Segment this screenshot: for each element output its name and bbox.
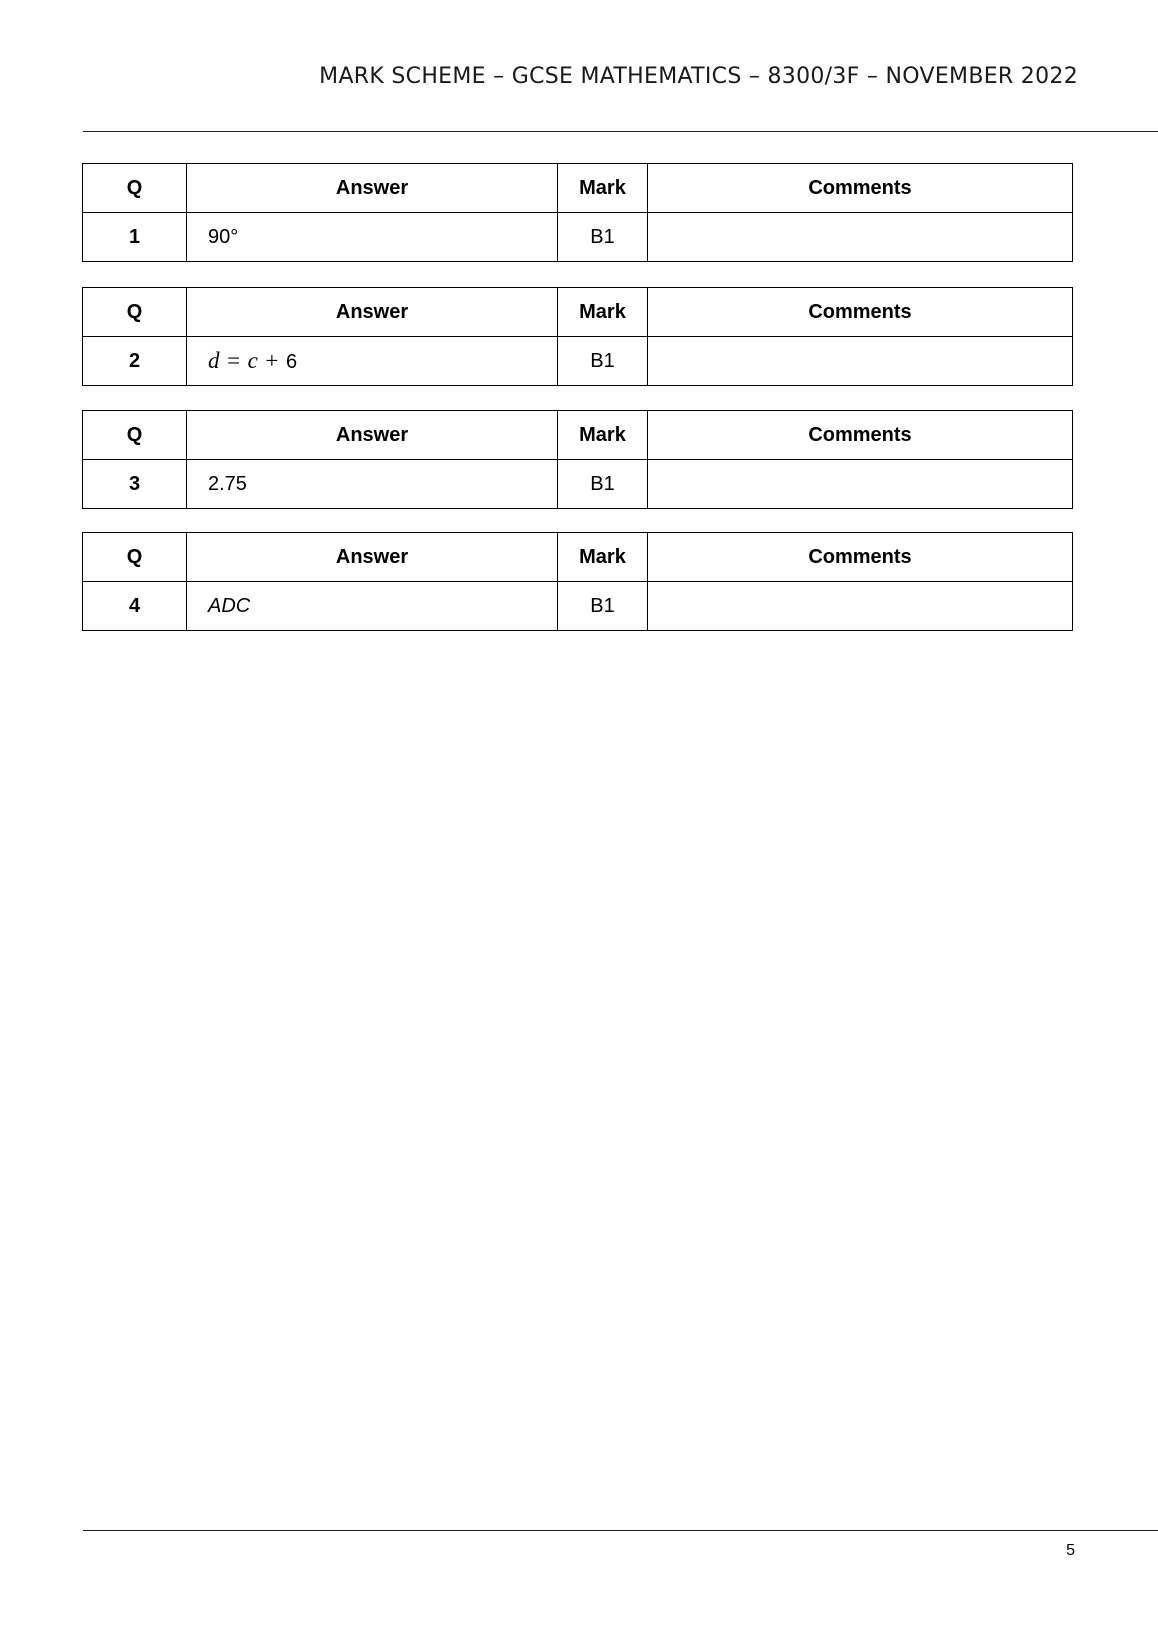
mark-cell: B1 <box>558 337 648 386</box>
table-header-row <box>83 164 1073 213</box>
mark-cell: B1 <box>558 582 648 631</box>
header-q: Q <box>83 533 187 582</box>
question-number: 1 <box>83 213 187 262</box>
header-mark: Mark <box>558 533 648 582</box>
answer-cell <box>187 337 558 386</box>
answer-var-d: d <box>208 348 220 373</box>
table-row <box>83 582 1073 631</box>
header-q: Q <box>83 288 187 337</box>
table-header-row <box>83 288 1073 337</box>
question-number: 2 <box>83 337 187 386</box>
header-comments: Comments <box>648 288 1073 337</box>
header-q: Q <box>83 411 187 460</box>
mark-scheme-table-q3 <box>82 410 1073 509</box>
header-mark: Mark <box>558 411 648 460</box>
mark-cell: B1 <box>558 460 648 509</box>
header-comments: Comments <box>648 164 1073 213</box>
table-header-row <box>83 533 1073 582</box>
header-mark: Mark <box>558 288 648 337</box>
header-comments: Comments <box>648 533 1073 582</box>
answer-plus: + <box>265 348 279 373</box>
answer-constant: 6 <box>285 351 298 373</box>
comments-cell <box>648 460 1073 509</box>
footer-divider <box>83 1530 1158 1531</box>
answer-equals: = <box>227 348 241 373</box>
page-header-title: MARK SCHEME – GCSE MATHEMATICS – 8300/3F – NOVEMBER 2022 <box>319 64 1078 89</box>
mark-cell: B1 <box>558 213 648 262</box>
table-row <box>83 337 1073 386</box>
question-number: 3 <box>83 460 187 509</box>
table-header-row <box>83 411 1073 460</box>
header-answer: Answer <box>187 164 558 213</box>
header-comments: Comments <box>648 411 1073 460</box>
answer-cell: 2.75 <box>187 460 558 509</box>
answer-cell: ADC <box>187 582 558 631</box>
mark-scheme-table-q1 <box>82 163 1073 262</box>
answer-cell: 90° <box>187 213 558 262</box>
table-row <box>83 460 1073 509</box>
header-answer: Answer <box>187 288 558 337</box>
comments-cell <box>648 213 1073 262</box>
question-number: 4 <box>83 582 187 631</box>
mark-scheme-table-q2 <box>82 287 1073 386</box>
header-answer: Answer <box>187 533 558 582</box>
comments-cell <box>648 582 1073 631</box>
page-number: 5 <box>1066 1542 1075 1559</box>
header-q: Q <box>83 164 187 213</box>
comments-cell <box>648 337 1073 386</box>
answer-var-c: c <box>247 348 258 373</box>
header-answer: Answer <box>187 411 558 460</box>
mark-scheme-table-q4 <box>82 532 1073 631</box>
header-divider <box>83 131 1158 132</box>
header-mark: Mark <box>558 164 648 213</box>
table-row <box>83 213 1073 262</box>
